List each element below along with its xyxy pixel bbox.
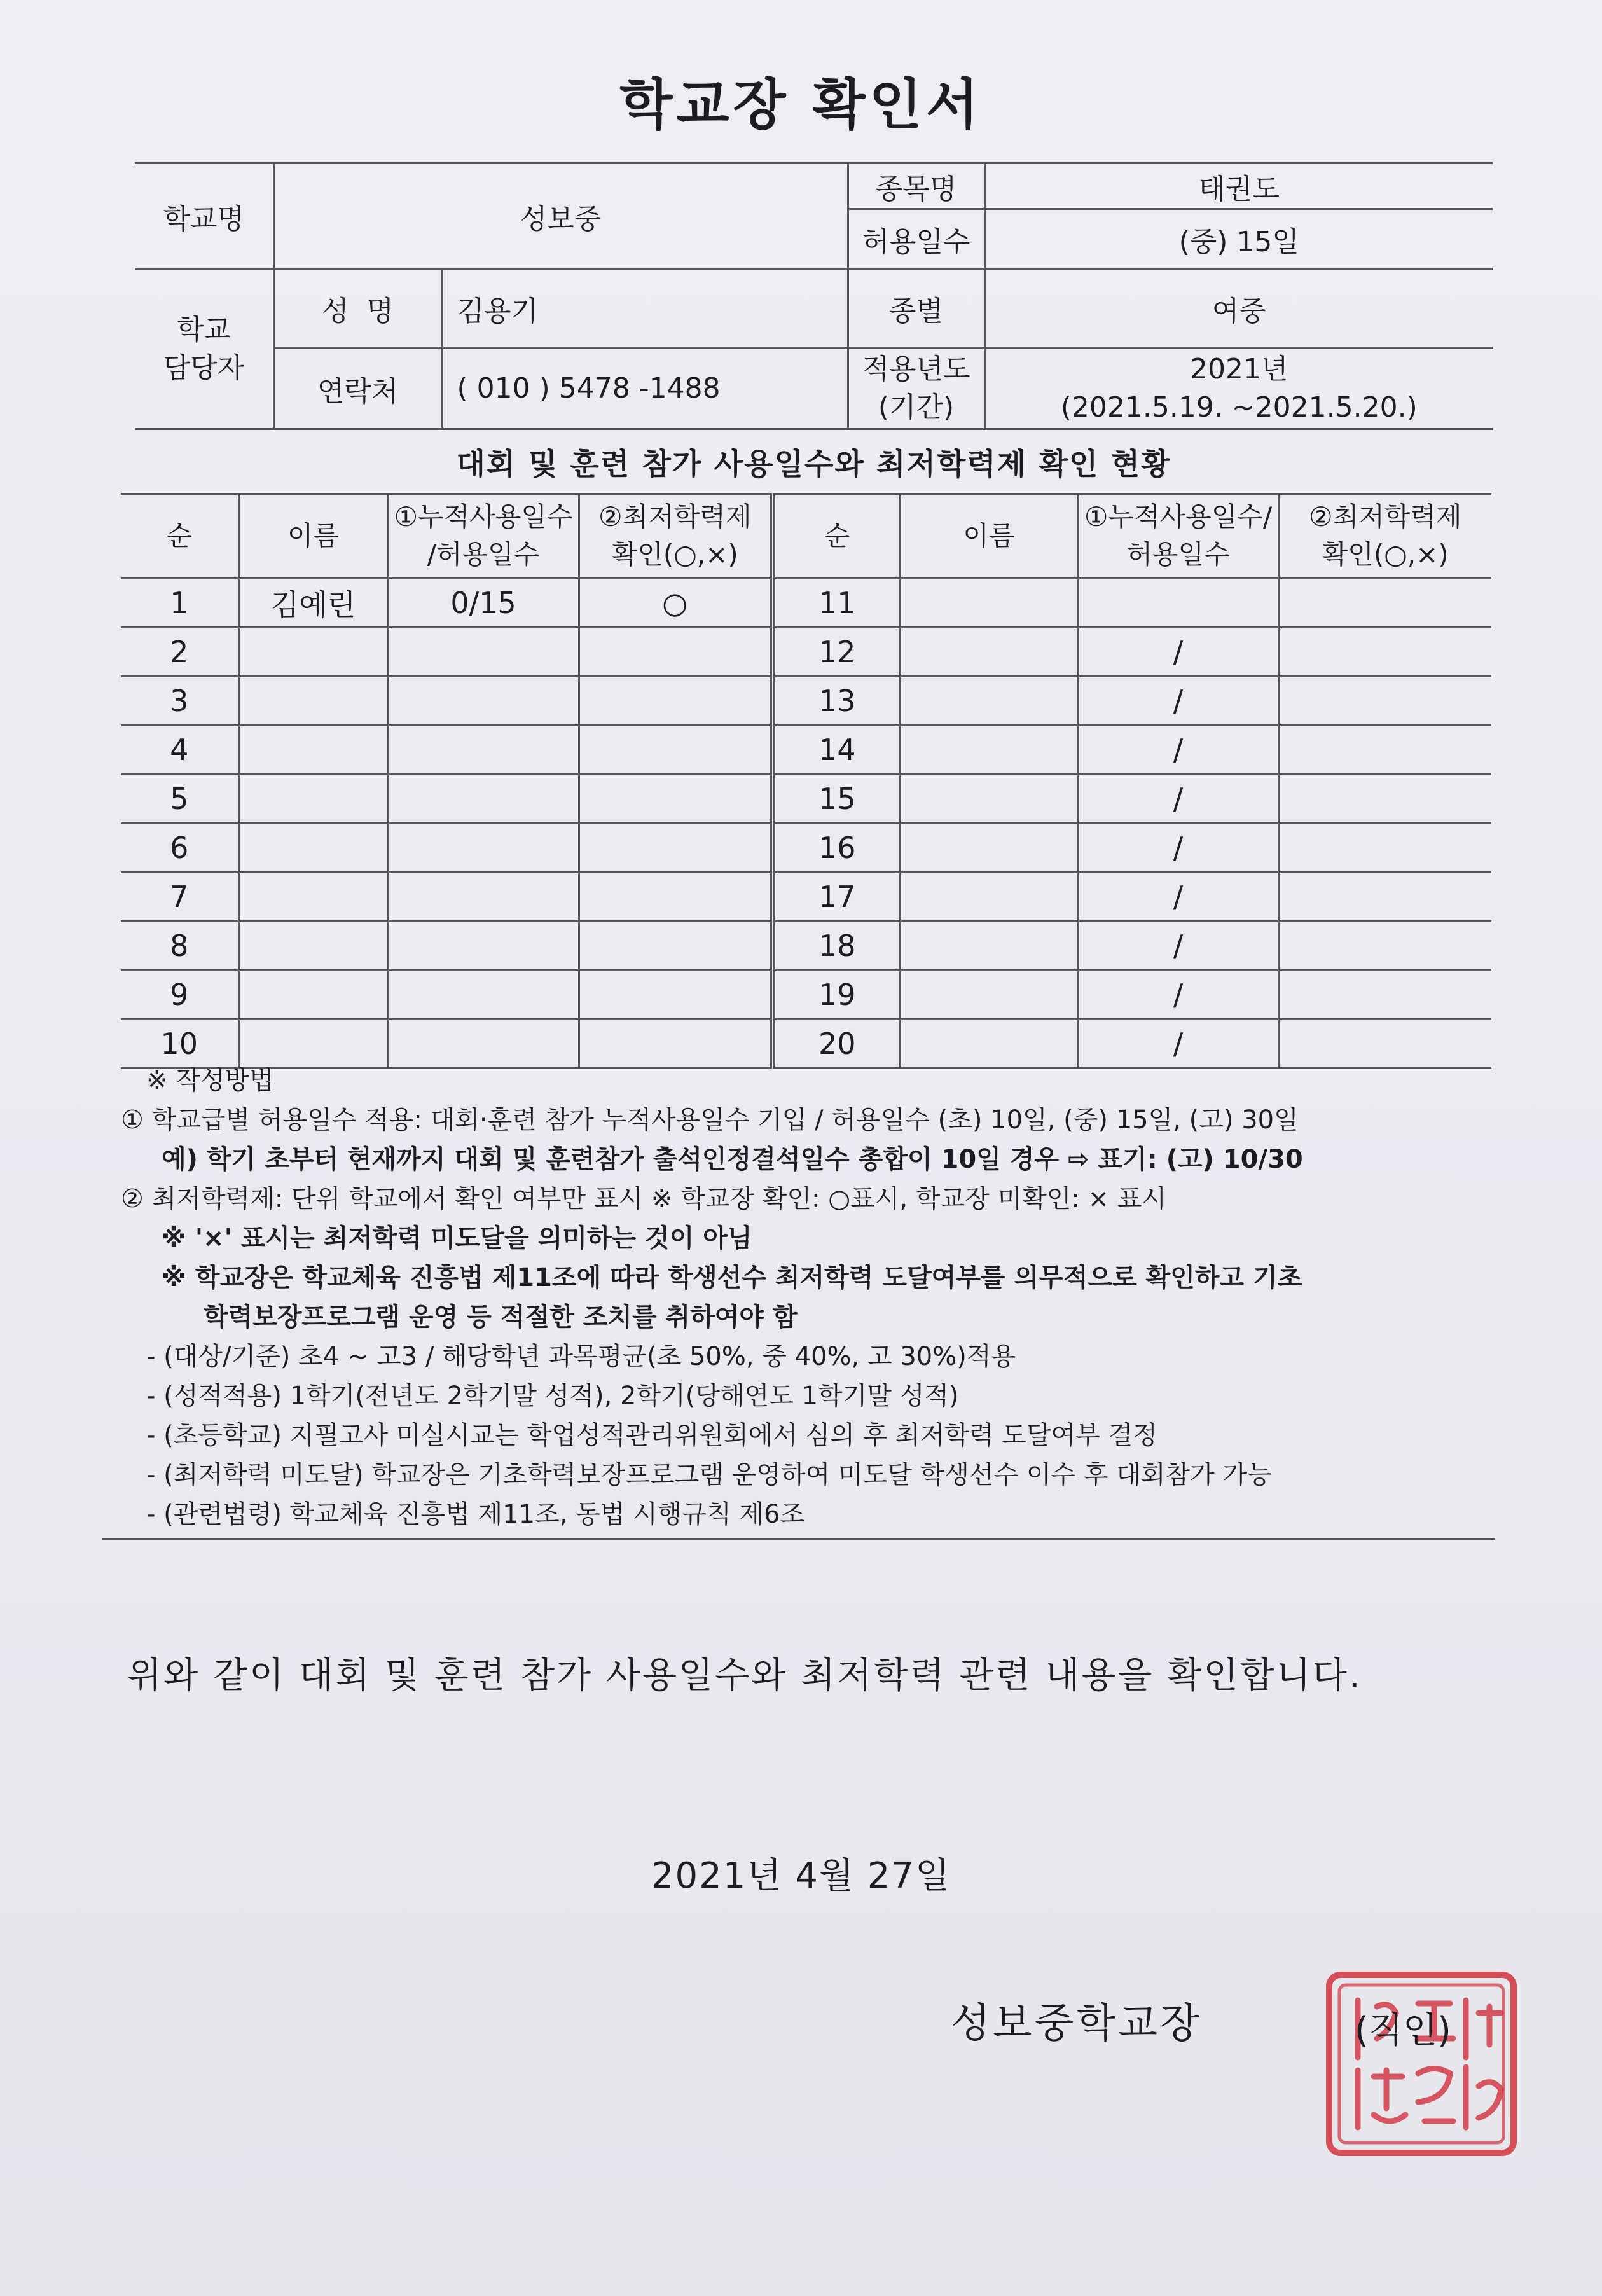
used-days-cell-right: / <box>1078 971 1278 1020</box>
instruction-line: ① 학교급별 허용일수 적용: 대회·훈련 참가 누적사용일수 기입 / 허용일수 (초) 10일, (중) 15일, (고) 30일 <box>121 1105 1299 1135</box>
min-grade-check-cell <box>579 775 773 824</box>
instruction-line: - (최저학력 미도달) 학교장은 기초학력보장프로그램 운영하여 미도달 학생선수 이수 후 대회참가 가능 <box>146 1460 1272 1490</box>
used-days-cell-right: / <box>1078 726 1278 775</box>
instruction-line: 예) 학기 초부터 현재까지 대회 및 훈련참가 출석인정결석일수 총합이 10일 경우 ⇨ 표기: (고) 10/30 <box>162 1145 1303 1174</box>
min-grade-check-cell <box>579 726 773 775</box>
school-info-table <box>135 162 1493 430</box>
min-grade-check-cell <box>579 971 773 1020</box>
instruction-line: - (대상/기준) 초4 ~ 고3 / 해당학년 과목평균(초 50%, 중 40%, 고 30%)적용 <box>146 1342 1016 1371</box>
used-days-cell <box>388 775 579 824</box>
period-value: (2021.5.19. ~2021.5.20.) <box>1060 391 1418 424</box>
min-grade-check-cell: ○ <box>579 579 773 628</box>
min-grade-check-cell-right <box>1278 677 1491 726</box>
min-grade-check-cell-right <box>1278 873 1491 922</box>
participant-name-cell <box>238 775 388 824</box>
participant-name-cell-right <box>900 579 1078 628</box>
instruction-line: 학력보장프로그램 운영 등 적절한 조치를 취하여야 함 <box>204 1303 798 1332</box>
table-row <box>121 971 1491 1020</box>
table-row <box>121 824 1491 873</box>
used-days-cell-right: / <box>1078 775 1278 824</box>
min-grade-check-cell <box>579 677 773 726</box>
section-title: 대회 및 훈련 참가 사용일수와 최저학력제 확인 현황 <box>456 447 1171 482</box>
used-days-cell-right: / <box>1078 873 1278 922</box>
used-days-cell <box>388 824 579 873</box>
row-number-cell: 4 <box>121 726 238 775</box>
min-grade-check-cell-right <box>1278 775 1491 824</box>
table-row <box>121 677 1491 726</box>
table-row <box>121 775 1491 824</box>
official-seal-stamp <box>1323 1968 1520 2159</box>
allowed-days-value: (중) 15일 <box>984 209 1493 269</box>
min-grade-check-cell <box>579 628 773 677</box>
used-days-cell <box>388 726 579 775</box>
year-value: 2021년 <box>1190 353 1288 386</box>
row-number-cell-right: 13 <box>773 677 900 726</box>
used-days-cell <box>388 628 579 677</box>
used-days-cell-right: / <box>1078 628 1278 677</box>
participant-name-cell <box>238 824 388 873</box>
min-grade-check-cell-right <box>1278 824 1491 873</box>
row-number-cell-right: 17 <box>773 873 900 922</box>
participant-name-cell <box>238 971 388 1020</box>
row-number-cell-right: 18 <box>773 922 900 971</box>
instructions-block <box>121 1061 1495 1534</box>
used-days-cell-right: / <box>1078 824 1278 873</box>
instruction-line: - (관련법령) 학교체육 진흥법 제11조, 동법 시행규칙 제6조 <box>146 1500 805 1529</box>
col-header-name-right: 이름 <box>900 494 1078 579</box>
min-grade-check-cell-right <box>1278 628 1491 677</box>
used-days-cell <box>388 873 579 922</box>
col-header-name: 이름 <box>238 494 388 579</box>
row-number-cell: 8 <box>121 922 238 971</box>
instruction-line: - (성적적용) 1학기(전년도 2학기말 성적), 2학기(당해연도 1학기말 성적) <box>146 1381 959 1411</box>
row-number-cell: 3 <box>121 677 238 726</box>
participant-name-cell <box>238 628 388 677</box>
year-label: 적용년도 (기간) <box>848 348 984 429</box>
signer-title: 성보중학교장 <box>951 2000 1202 2047</box>
min-grade-check-cell <box>579 922 773 971</box>
row-number-cell-right: 11 <box>773 579 900 628</box>
sport-label: 종목명 <box>848 163 984 209</box>
min-grade-check-cell <box>579 873 773 922</box>
row-number-cell: 2 <box>121 628 238 677</box>
participant-name-cell: 김예린 <box>238 579 388 628</box>
row-number-cell: 9 <box>121 971 238 1020</box>
issue-date: 2021년 4월 27일 <box>651 1855 951 1897</box>
used-days-cell-right: / <box>1078 1020 1278 1068</box>
notes-divider <box>102 1538 1495 1540</box>
min-grade-check-cell-right <box>1278 971 1491 1020</box>
participant-name-cell-right <box>900 677 1078 726</box>
contact-label: 연락처 <box>273 348 442 429</box>
min-grade-check-cell-right <box>1278 922 1491 971</box>
participant-name-cell-right <box>900 726 1078 775</box>
participant-name-cell-right <box>900 775 1078 824</box>
allowed-days-label: 허용일수 <box>848 209 984 269</box>
row-number-cell-right: 16 <box>773 824 900 873</box>
row-number-cell-right: 15 <box>773 775 900 824</box>
gender-value: 여중 <box>984 269 1493 348</box>
col-header-no: 순 <box>121 494 238 579</box>
used-days-cell <box>388 677 579 726</box>
col-header-check: ②최저학력제 확인(○,×) <box>579 494 773 579</box>
manager-name-label: 성 명 <box>273 269 442 348</box>
row-number-cell: 6 <box>121 824 238 873</box>
participant-name-cell <box>238 873 388 922</box>
participant-name-cell-right <box>900 628 1078 677</box>
participant-name-cell <box>238 726 388 775</box>
used-days-cell <box>388 971 579 1020</box>
row-number-cell: 1 <box>121 579 238 628</box>
instruction-line: ※ '×' 표시는 최저학력 미도달을 의미하는 것이 아님 <box>162 1224 752 1253</box>
table-row <box>121 628 1491 677</box>
instruction-line: ※ 학교장은 학교체육 진흥법 제11조에 따라 학생선수 최저학력 도달여부를 의무적으로 확인하고 기초 <box>162 1263 1302 1292</box>
table-row <box>121 579 1491 628</box>
table-header-row <box>121 494 1491 579</box>
sport-value: 태권도 <box>984 163 1493 209</box>
year-cell <box>984 348 1493 429</box>
table-row <box>121 873 1491 922</box>
used-days-cell-right: / <box>1078 922 1278 971</box>
row-number-cell: 10 <box>121 1020 238 1068</box>
row-number-cell-right: 12 <box>773 628 900 677</box>
used-days-cell: 0/15 <box>388 579 579 628</box>
col-header-check-right: ②최저학력제 확인(○,×) <box>1278 494 1491 579</box>
used-days-cell-right <box>1078 579 1278 628</box>
participant-name-cell-right <box>900 971 1078 1020</box>
used-days-cell <box>388 922 579 971</box>
school-name-label: 학교명 <box>135 163 273 269</box>
row-number-cell: 7 <box>121 873 238 922</box>
row-number-cell: 5 <box>121 775 238 824</box>
col-header-days: ①누적사용일수 /허용일수 <box>388 494 579 579</box>
gender-label: 종별 <box>848 269 984 348</box>
manager-label: 학교 담당자 <box>135 269 273 429</box>
min-grade-check-cell-right <box>1278 726 1491 775</box>
col-header-days-right: ①누적사용일수/ 허용일수 <box>1078 494 1278 579</box>
manager-name-value: 김용기 <box>442 269 848 348</box>
table-row <box>121 726 1491 775</box>
instruction-line: ※ 작성방법 <box>146 1066 274 1095</box>
school-name-value: 성보중 <box>273 163 848 269</box>
participant-name-cell <box>238 922 388 971</box>
instruction-line: ② 최저학력제: 단위 학교에서 확인 여부만 표시 ※ 학교장 확인: ○표시, 학교장 미확인: × 표시 <box>121 1184 1167 1214</box>
used-days-cell-right: / <box>1078 677 1278 726</box>
min-grade-check-cell-right <box>1278 579 1491 628</box>
row-number-cell-right: 19 <box>773 971 900 1020</box>
participant-name-cell-right <box>900 824 1078 873</box>
min-grade-check-cell <box>579 824 773 873</box>
participant-name-cell <box>238 677 388 726</box>
col-header-no-right: 순 <box>773 494 900 579</box>
row-number-cell-right: 20 <box>773 1020 900 1068</box>
participant-name-cell-right <box>900 873 1078 922</box>
document-title: 학교장 확인서 <box>619 73 983 137</box>
participant-name-cell-right <box>900 922 1078 971</box>
row-number-cell-right: 14 <box>773 726 900 775</box>
contact-value: ( 010 ) 5478 -1488 <box>442 348 848 429</box>
confirmation-statement: 위와 같이 대회 및 훈련 참가 사용일수와 최저학력 관련 내용을 확인합니다. <box>127 1655 1362 1696</box>
seal-note: (직인) <box>1355 2010 1451 2051</box>
instruction-line: - (초등학교) 지필고사 미실시교는 학업성적관리위원회에서 심의 후 최저학력 도달여부 결정 <box>146 1421 1157 1450</box>
table-row <box>121 922 1491 971</box>
participants-table <box>121 493 1491 1069</box>
